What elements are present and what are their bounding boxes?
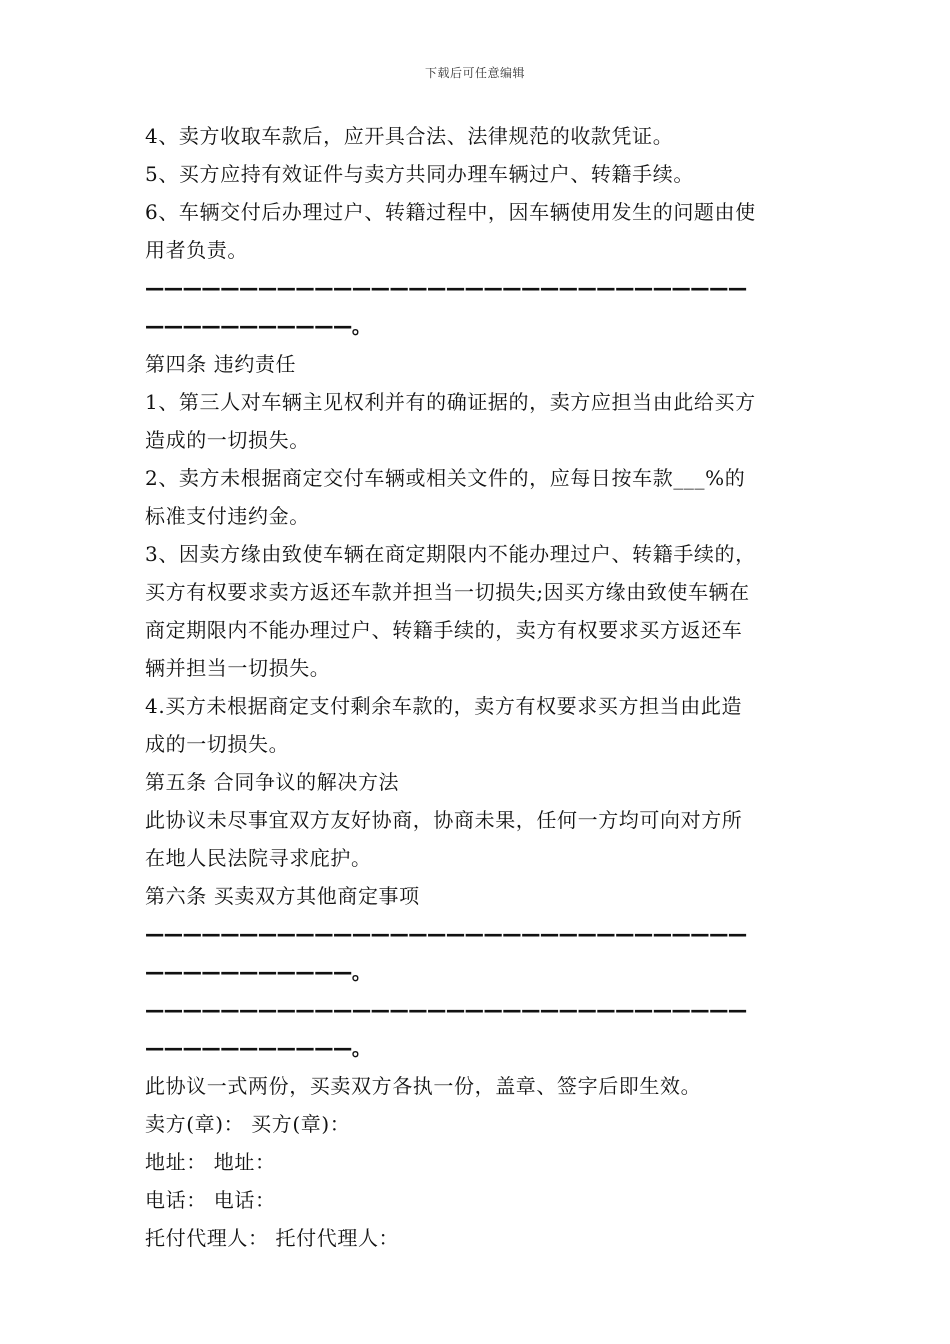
document-line: 5、买方应持有效证件与卖方共同办理车辆过户、转籍手续。 [145,162,694,186]
document-line: 成的一切损失。 [145,732,290,756]
document-line: 造成的一切损失。 [145,428,310,452]
blank-fill-line: ———————————。 [145,314,371,338]
document-line: 此协议一式两份，买卖双方各执一份，盖章、签字后即生效。 [145,1074,702,1098]
document-line: 2、卖方未根据商定交付车辆或相关文件的，应每日按车款___%的 [145,466,746,490]
document-line: 用者负责。 [145,238,248,262]
document-line: 第六条 买卖双方其他商定事项 [145,884,420,908]
document-line: 4、卖方收取车款后，应开具合法、法律规范的收款凭证。 [145,124,674,148]
document-line: 地址： 地址： [145,1150,276,1174]
page-header-note: 下载后可任意编辑 [424,66,525,80]
document-line: 电话： 电话： [145,1188,276,1212]
blank-fill-line: ———————————————————————————————— [145,998,747,1022]
document-body [145,117,817,1257]
document-line: 商定期限内不能办理过户、转籍手续的，卖方有权要求买方返还车 [145,618,743,642]
document-line: 标准支付违约金。 [145,504,310,528]
document-line: 6、车辆交付后办理过户、转籍过程中，因车辆使用发生的问题由使 [145,200,756,224]
document-line: 1、第三人对车辆主见权利并有的确证据的，卖方应担当由此给买方 [145,390,756,414]
blank-fill-line: ———————————————————————————————— [145,276,747,300]
blank-fill-line: ———————————。 [145,1036,371,1060]
document-line: 4.买方未根据商定支付剩余车款的，卖方有权要求买方担当由此造 [145,694,743,718]
document-line: 此协议未尽事宜双方友好协商，协商未果，任何一方均可向对方所 [145,808,743,832]
document-line: 卖方(章)： 买方(章)： [145,1112,351,1136]
document-line: 托付代理人： 托付代理人： [145,1226,400,1250]
blank-fill-line: ———————————。 [145,960,371,984]
document-line: 第四条 违约责任 [145,352,297,376]
document-line: 第五条 合同争议的解决方法 [145,770,400,794]
document-line: 辆并担当一切损失。 [145,656,331,680]
blank-fill-line: ———————————————————————————————— [145,922,747,946]
document-line: 3、因卖方缘由致使车辆在商定期限内不能办理过户、转籍手续的， [145,542,756,566]
document-line: 在地人民法院寻求庇护。 [145,846,372,870]
document-line: 买方有权要求卖方返还车款并担当一切损失;因买方缘由致使车辆在 [145,580,750,604]
